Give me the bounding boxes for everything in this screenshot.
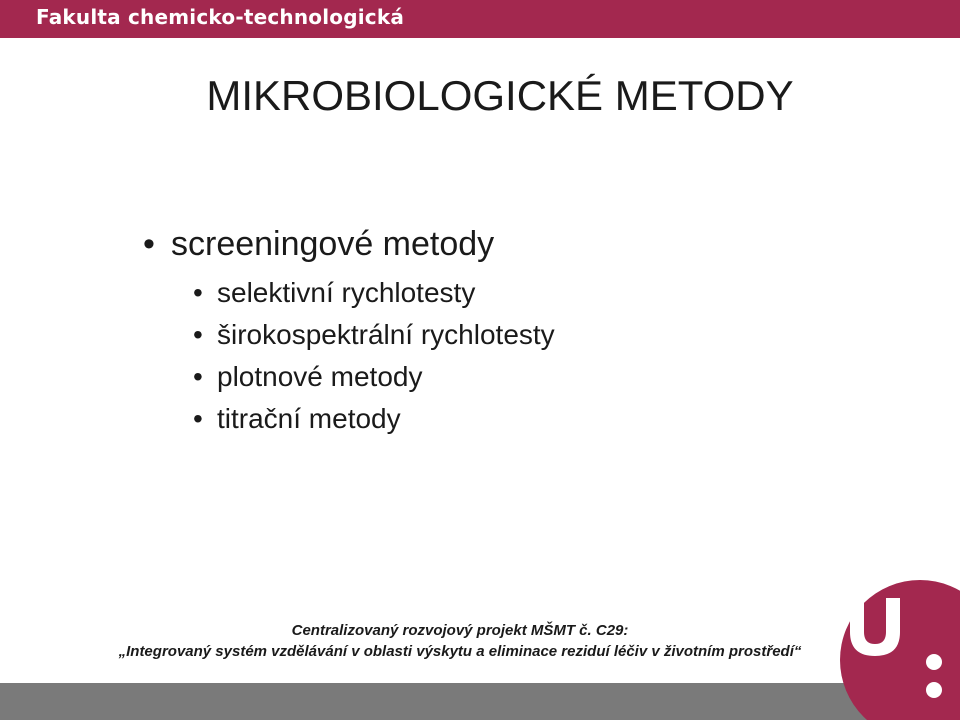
sub-bullet-text: plotnové metody: [217, 361, 423, 392]
main-bullet-text: screeningové metody: [171, 225, 495, 263]
faculty-name: Fakulta chemicko-technologická: [36, 5, 405, 29]
sub-bullet: [193, 403, 401, 435]
bullet-dot-icon: •: [143, 225, 155, 263]
sub-bullet: [193, 361, 422, 393]
sub-bullet-text: titrační metody: [217, 403, 401, 434]
bullet-dot-icon: •: [193, 361, 203, 392]
sub-bullet: [193, 277, 475, 309]
footer-project-title: „Integrovaný systém vzdělávání v oblasti výskytu a eliminace reziduí léčiv v životním prostředí“: [118, 643, 802, 660]
footer-project-line: Centralizovaný rozvojový projekt MŠMT č. C29:: [291, 622, 629, 639]
header-bar: [0, 0, 960, 38]
sub-bullet-text: širokospektrální rychlotesty: [217, 319, 555, 350]
main-bullet: [143, 225, 494, 264]
sub-bullet: [193, 319, 555, 351]
university-logo-icon: [820, 570, 960, 720]
bullet-dot-icon: •: [193, 319, 203, 350]
bottom-bar: [0, 683, 960, 720]
sub-bullet-text: selektivní rychlotesty: [217, 277, 476, 308]
bullet-dot-icon: •: [193, 403, 203, 434]
bullet-dot-icon: •: [193, 277, 203, 308]
slide-title: MIKROBIOLOGICKÉ METODY: [206, 72, 794, 119]
